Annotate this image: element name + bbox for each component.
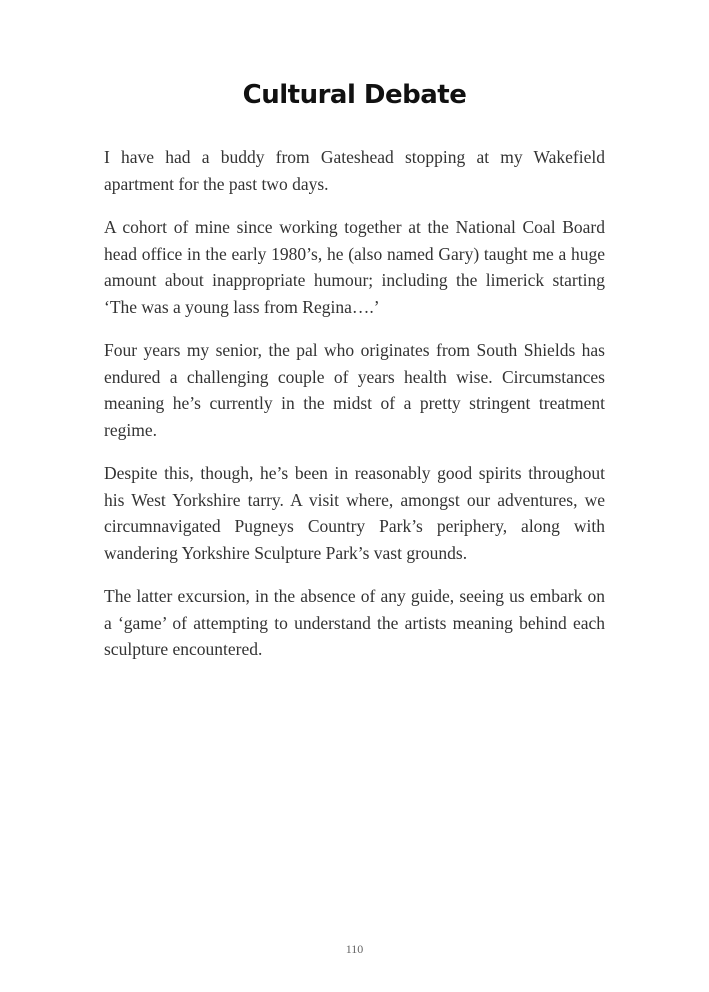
paragraph: Four years my senior, the pal who originates from South Shields has endured a challenging couple of years health wise. Circumstances meaning he’s currently in the midst of a pretty stringent treatment regime. — [104, 340, 605, 440]
page-title: Cultural Debate — [242, 80, 467, 110]
paragraph: A cohort of mine since working together at the National Coal Board head office in the early 1980’s, he (also named Gary) taught me a huge amount about inappropriate humour; including the limerick starting ‘The was a young lass from Regina….’ — [104, 217, 605, 317]
paragraph: Despite this, though, he’s been in reasonably good spirits throughout his West Yorkshire tarry. A visit where, amongst our adventures, we circumnavigated Pugneys Country Park’s periphery, along with wandering Yorkshire Sculpture Park’s vast grounds. — [104, 463, 605, 563]
paragraph: I have had a buddy from Gateshead stopping at my Wakefield apartment for the past two days. — [104, 147, 605, 194]
paragraph: The latter excursion, in the absence of any guide, seeing us embark on a ‘game’ of attempting to understand the artists meaning behind each sculpture encountered. — [104, 586, 605, 659]
page-number: 110 — [345, 942, 364, 956]
body-text — [104, 144, 605, 680]
